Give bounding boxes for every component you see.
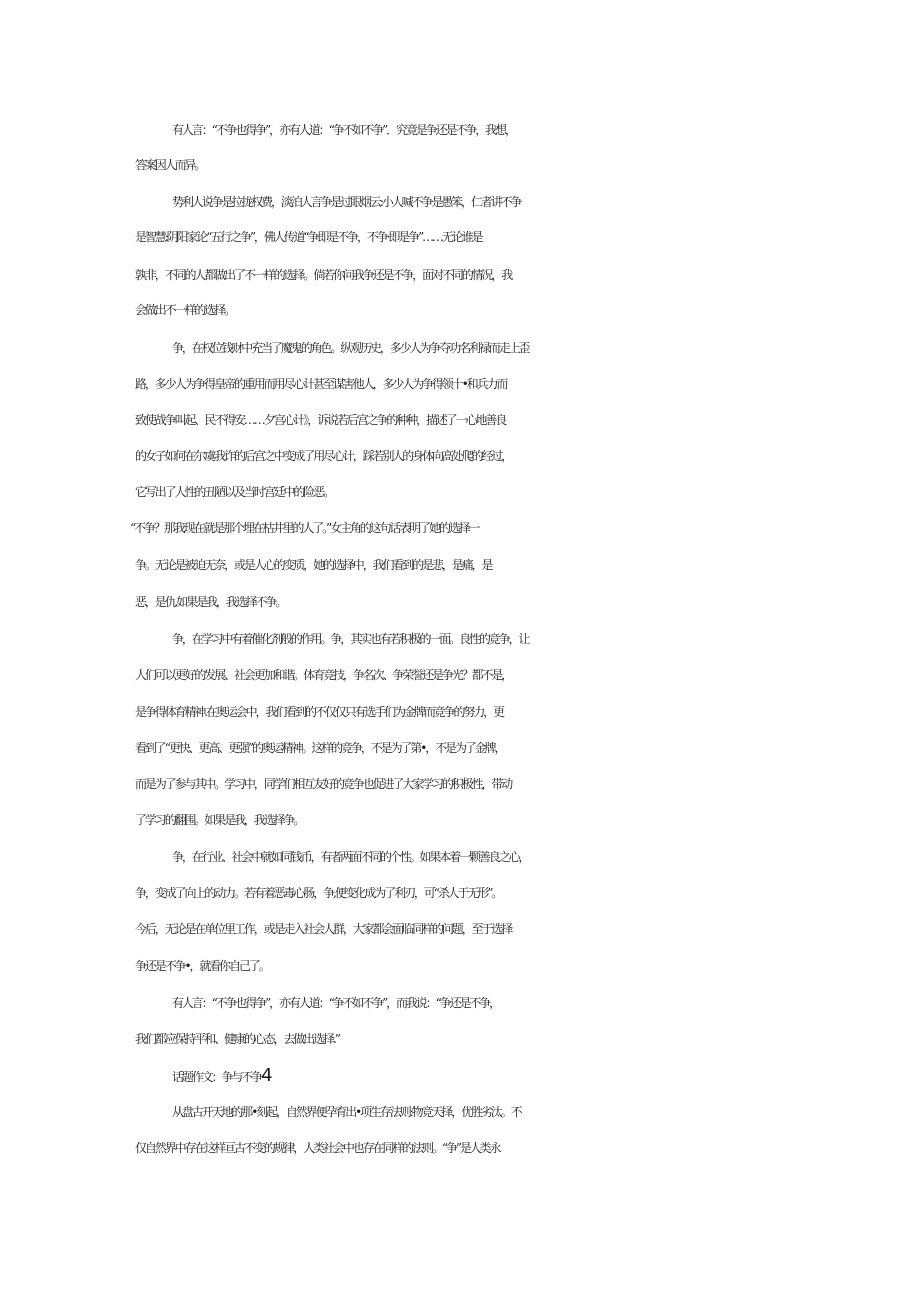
paragraph-line: 仅自然界中存在这样亘古不变的规律，人类社会中也存在同样的法则。“争”是人类永: [135, 1141, 500, 1155]
paragraph-line: “不争？那我现在就是那个埋在枯井里的人了。”女主角的这句话表明了她的选择一: [130, 521, 479, 535]
paragraph-line: 势利人说争是拉拢权费，淡泊人言争是过眼烟云:小人喊不争是愚笨，仁者讲不争: [172, 195, 521, 209]
paragraph-line: 孰非，不同的人都做出了不一样的选择。倘若你问我争还是不争，面对不同的情况，我: [135, 268, 512, 282]
heading-number: 4: [261, 1065, 271, 1086]
paragraph-line: 会做出不一样的选择。: [135, 303, 235, 317]
paragraph-line: 争，在行业、社会中就如同钱币，有者两面不同的个性。如果本着一颗善良之心，: [172, 850, 529, 864]
paragraph-line: 是智慧:阴阳家论“五行之争”，佛人传道“争即是不争，不争·即是争”……无论谁是: [135, 230, 482, 244]
paragraph-line: 有人言：“不争也得争”，亦有人道：“争不如不争”．究竟是争还是不争，我想，: [172, 123, 515, 137]
section-heading: [0, 1064, 920, 1089]
paragraph-line: 了学习的翻围。如果是我，我选择争。: [135, 813, 304, 827]
paragraph-line: 争，在学习中有着催化剂般的作用。争，其实也有若积极的一面。良性的竞争，让: [172, 632, 529, 646]
paragraph-line: 是争得体育精神.在奥运会中，我们看到的不仅仅只有选手们为金牌而竞争的努力，更: [135, 705, 504, 719]
paragraph-line: 争，变成了向上的动力。若有着恶毒心肠，争,便变化成为了利刃，可“杀人于无形”。: [135, 886, 502, 900]
paragraph-line: 路，多少人为争得皇帝的重用而用尽心计甚至谋害他人，多少人为争得领十•和兵力而: [135, 377, 507, 391]
paragraph-line: 而是为了参与其中。学习中，同学们相互友好的竞争也促进了大家学习的积极性，带动: [135, 777, 512, 791]
paragraph-line: 答案因人而异。: [135, 158, 205, 172]
paragraph-line: 它写出了人性的丑陋以及当时宫廷中的险恶。: [135, 485, 334, 499]
paragraph-line: 的女子如何在尔虞我诈的后宫之中变成了用尽心计，踩若别人的身体向高处爬的经过，: [135, 449, 512, 463]
paragraph-line: 今后，无论是在单位里工作，或是走入社会人群，大家都会面临同样的问题，至于选择: [135, 922, 512, 936]
paragraph-line: 人们可以更好的发展、社会更加和谐。体育竞技，争名次、争荣誉还是争光？都不是，: [135, 668, 512, 682]
paragraph-line: 有人言：“不争也得争”，亦有人道：“争不如不争”，而我说：“争还是不争，: [172, 996, 500, 1010]
paragraph-line: 从盘古开天地的那•刻起，自然界便孕育出•项生存法则:物竞天择，优胜劣汰。不: [172, 1105, 521, 1119]
paragraph-line: 致使战争叫起、民不得安……夕宫心计》，诉说若后宫之争的种种，描述了一心地善良: [135, 413, 506, 427]
paragraph-line: 我们都应保持平和、健康的心态，去做出选择.”: [135, 1032, 339, 1046]
paragraph-line: 恶，是仇.如果是我，我选择不争。: [135, 595, 286, 609]
paragraph-line: 争。无论是被迫无奈，或是人心的变质，她的选择中，我们看到的是悲，是痛，是: [135, 558, 492, 572]
paragraph-line: 争还是不争•，就看你自己了。: [135, 959, 269, 973]
heading-text: 话题作文：争与不争: [172, 1070, 262, 1084]
paragraph-line: 争，在权位钱财中充当了魔鬼的角色。纵观历史，多少人为争夺功名利禄而走上歪: [172, 341, 529, 355]
paragraph-line: 看到了“更快、更高、更强”的奥运精神。这样的竞争，不是为了第•，不是为了金牌，: [135, 741, 505, 755]
